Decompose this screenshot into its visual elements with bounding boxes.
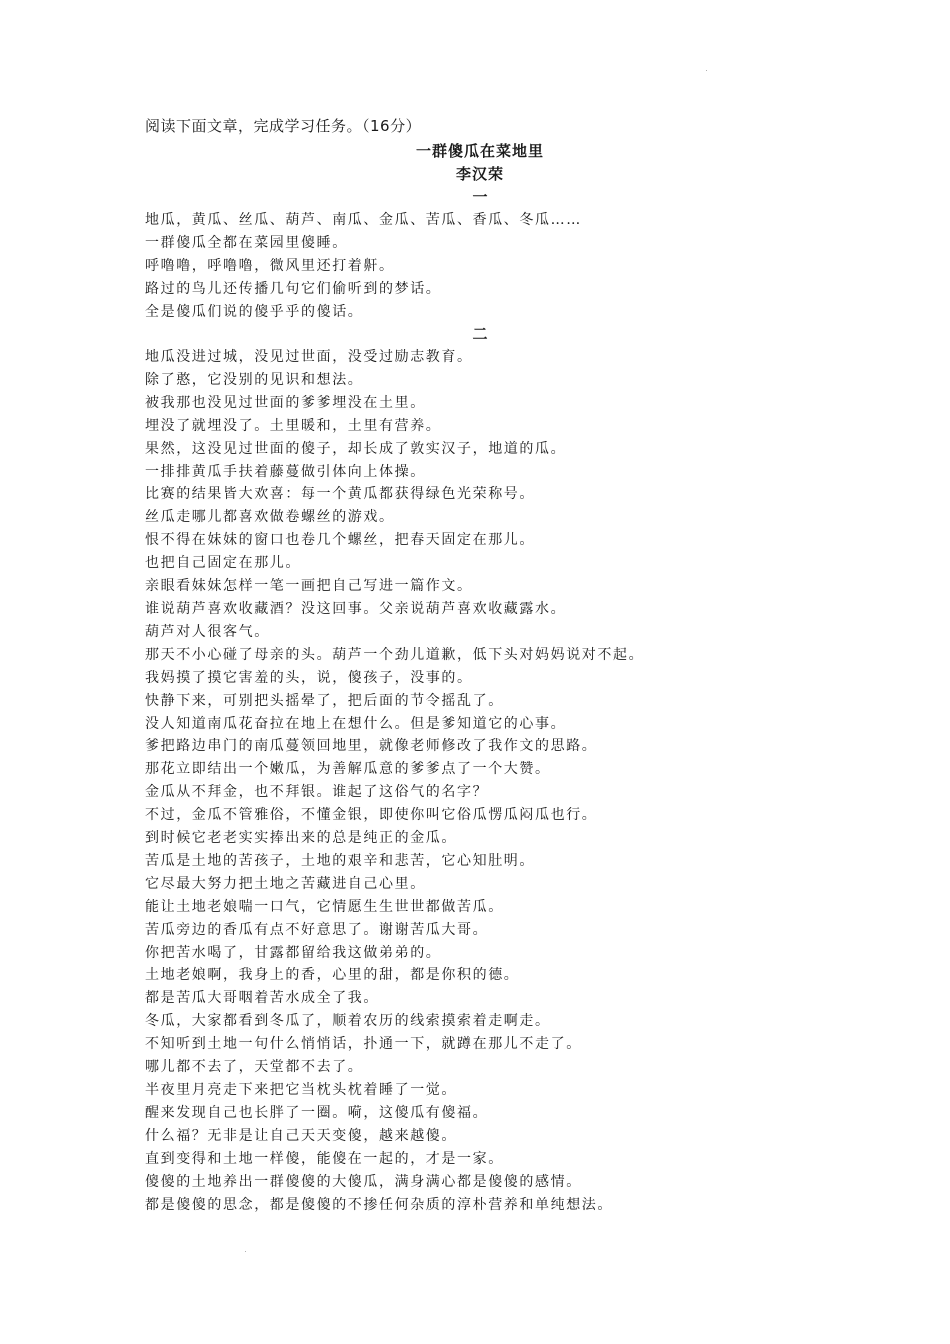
text-line: 都是苦瓜大哥咽着苦水成全了我。 (145, 990, 379, 1007)
text-line: 苦瓜旁边的香瓜有点不好意思了。谢谢苦瓜大哥。 (145, 921, 489, 938)
text-line: 果然，这没见过世面的傻子，却长成了敦实汉子，地道的瓜。 (145, 440, 567, 457)
section-number: 一 (472, 188, 488, 206)
text-line: 你把苦水喝了，甘露都留给我这做弟弟的。 (145, 944, 442, 961)
text-line: 醒来发现自己也长胖了一圈。嗬，这傻瓜有傻福。 (145, 1104, 489, 1121)
article-author: 李汉荣 (455, 165, 504, 183)
text-line: 傻傻的土地养出一群傻傻的大傻瓜，满身满心都是傻傻的感情。 (145, 1173, 582, 1190)
text-line: 冬瓜，大家都看到冬瓜了，顺着农历的线索摸索着走啊走。 (145, 1013, 551, 1030)
text-line: 那花立即结出一个嫩瓜，为善解瓜意的爹爹点了一个大赞。 (145, 761, 551, 778)
page-speck (706, 70, 707, 71)
text-line: 到时候它老老实实捧出来的总是纯正的金瓜。 (145, 830, 457, 847)
text-line: 它尽最大努力把土地之苦藏进自己心里。 (145, 875, 426, 892)
text-line: 我妈摸了摸它害羞的头，说，傻孩子，没事的。 (145, 669, 473, 686)
text-line: 谁说葫芦喜欢收藏酒？没这回事。父亲说葫芦喜欢收藏露水。 (145, 600, 567, 617)
text-line: 快静下来，可别把头摇晕了，把后面的节令摇乱了。 (145, 692, 504, 709)
text-line: 埋没了就埋没了。土里暖和，土里有营养。 (145, 417, 442, 434)
text-line: 葫芦对人很客气。 (145, 623, 270, 640)
text-line: 比赛的结果皆大欢喜：每一个黄瓜都获得绿色光荣称号。 (145, 486, 535, 503)
text-line: 亲眼看妹妹怎样一笔一画把自己写进一篇作文。 (145, 578, 473, 595)
text-line: 地瓜，黄瓜、丝瓜、葫芦、南瓜、金瓜、苦瓜、香瓜、冬瓜…… (145, 212, 582, 228)
text-line: 爹把路边串门的南瓜蔓领回地里，就像老师修改了我作文的思路。 (145, 738, 598, 755)
text-line: 哪儿都不去了，天堂都不去了。 (145, 1059, 364, 1076)
text-line: 那天不小心碰了母亲的头。葫芦一个劲儿道歉，低下头对妈妈说对不起。 (145, 646, 645, 663)
text-line: 都是傻傻的思念，都是傻傻的不掺任何杂质的淳朴营养和单纯想法。 (145, 1196, 613, 1213)
text-line: 地瓜没进过城，没见过世面，没受过励志教育。 (145, 349, 473, 365)
section-two-body (145, 346, 825, 1216)
text-line: 能让土地老娘喘一口气，它情愿生生世世都做苦瓜。 (145, 898, 504, 915)
text-line: 路过的鸟儿还传播几句它们偷听到的梦话。 (145, 280, 442, 297)
text-line: 被我那也没见过世面的爹爹埋没在土里。 (145, 394, 426, 411)
text-line: 没人知道南瓜花奋拉在地上在想什么。但是爹知道它的心事。 (145, 715, 567, 732)
text-line: 丝瓜走哪儿都喜欢做卷螺丝的游戏。 (145, 509, 395, 526)
text-line: 呼噜噜，呼噜噜，微风里还打着鼾。 (145, 257, 395, 274)
article-title: 一群傻瓜在菜地里 (415, 142, 544, 160)
text-line: 半夜里月亮走下来把它当枕头枕着睡了一觉。 (145, 1082, 457, 1098)
text-line: 苦瓜是土地的苦孩子，土地的艰辛和悲苦，它心知肚明。 (145, 852, 535, 869)
text-line: 也把自己固定在那儿。 (145, 555, 301, 572)
text-line: 一排排黄瓜手扶着藤蔓做引体向上体操。 (145, 463, 426, 480)
task-instruction: 阅读下面文章，完成学习任务。（16分） (145, 117, 422, 135)
text-line: 恨不得在妹妹的窗口也卷几个螺丝，把春天固定在那儿。 (145, 532, 535, 549)
text-line: 什么福？无非是让自己天天变傻，越来越傻。 (145, 1127, 457, 1144)
text-line: 除了憨，它没别的见识和想法。 (145, 371, 364, 388)
text-line: 土地老娘啊，我身上的香，心里的甜，都是你积的德。 (145, 967, 520, 984)
text-line: 直到变得和土地一样傻，能傻在一起的，才是一家。 (145, 1150, 504, 1167)
section-one-body (145, 209, 825, 324)
text-line: 一群傻瓜全都在菜园里傻睡。 (145, 234, 348, 251)
page-speck (245, 1251, 246, 1252)
text-line: 金瓜从不拜金，也不拜银。谁起了这俗气的名字？ (145, 784, 489, 801)
text-line: 全是傻瓜们说的傻乎乎的傻话。 (145, 303, 364, 320)
text-line: 不过，金瓜不管雅俗，不懂金银，即使你叫它俗瓜愣瓜闷瓜也行。 (145, 807, 598, 824)
text-line: 不知听到土地一句什么悄悄话，扑通一下，就蹲在那儿不走了。 (145, 1036, 582, 1053)
section-number: 二 (472, 325, 488, 343)
